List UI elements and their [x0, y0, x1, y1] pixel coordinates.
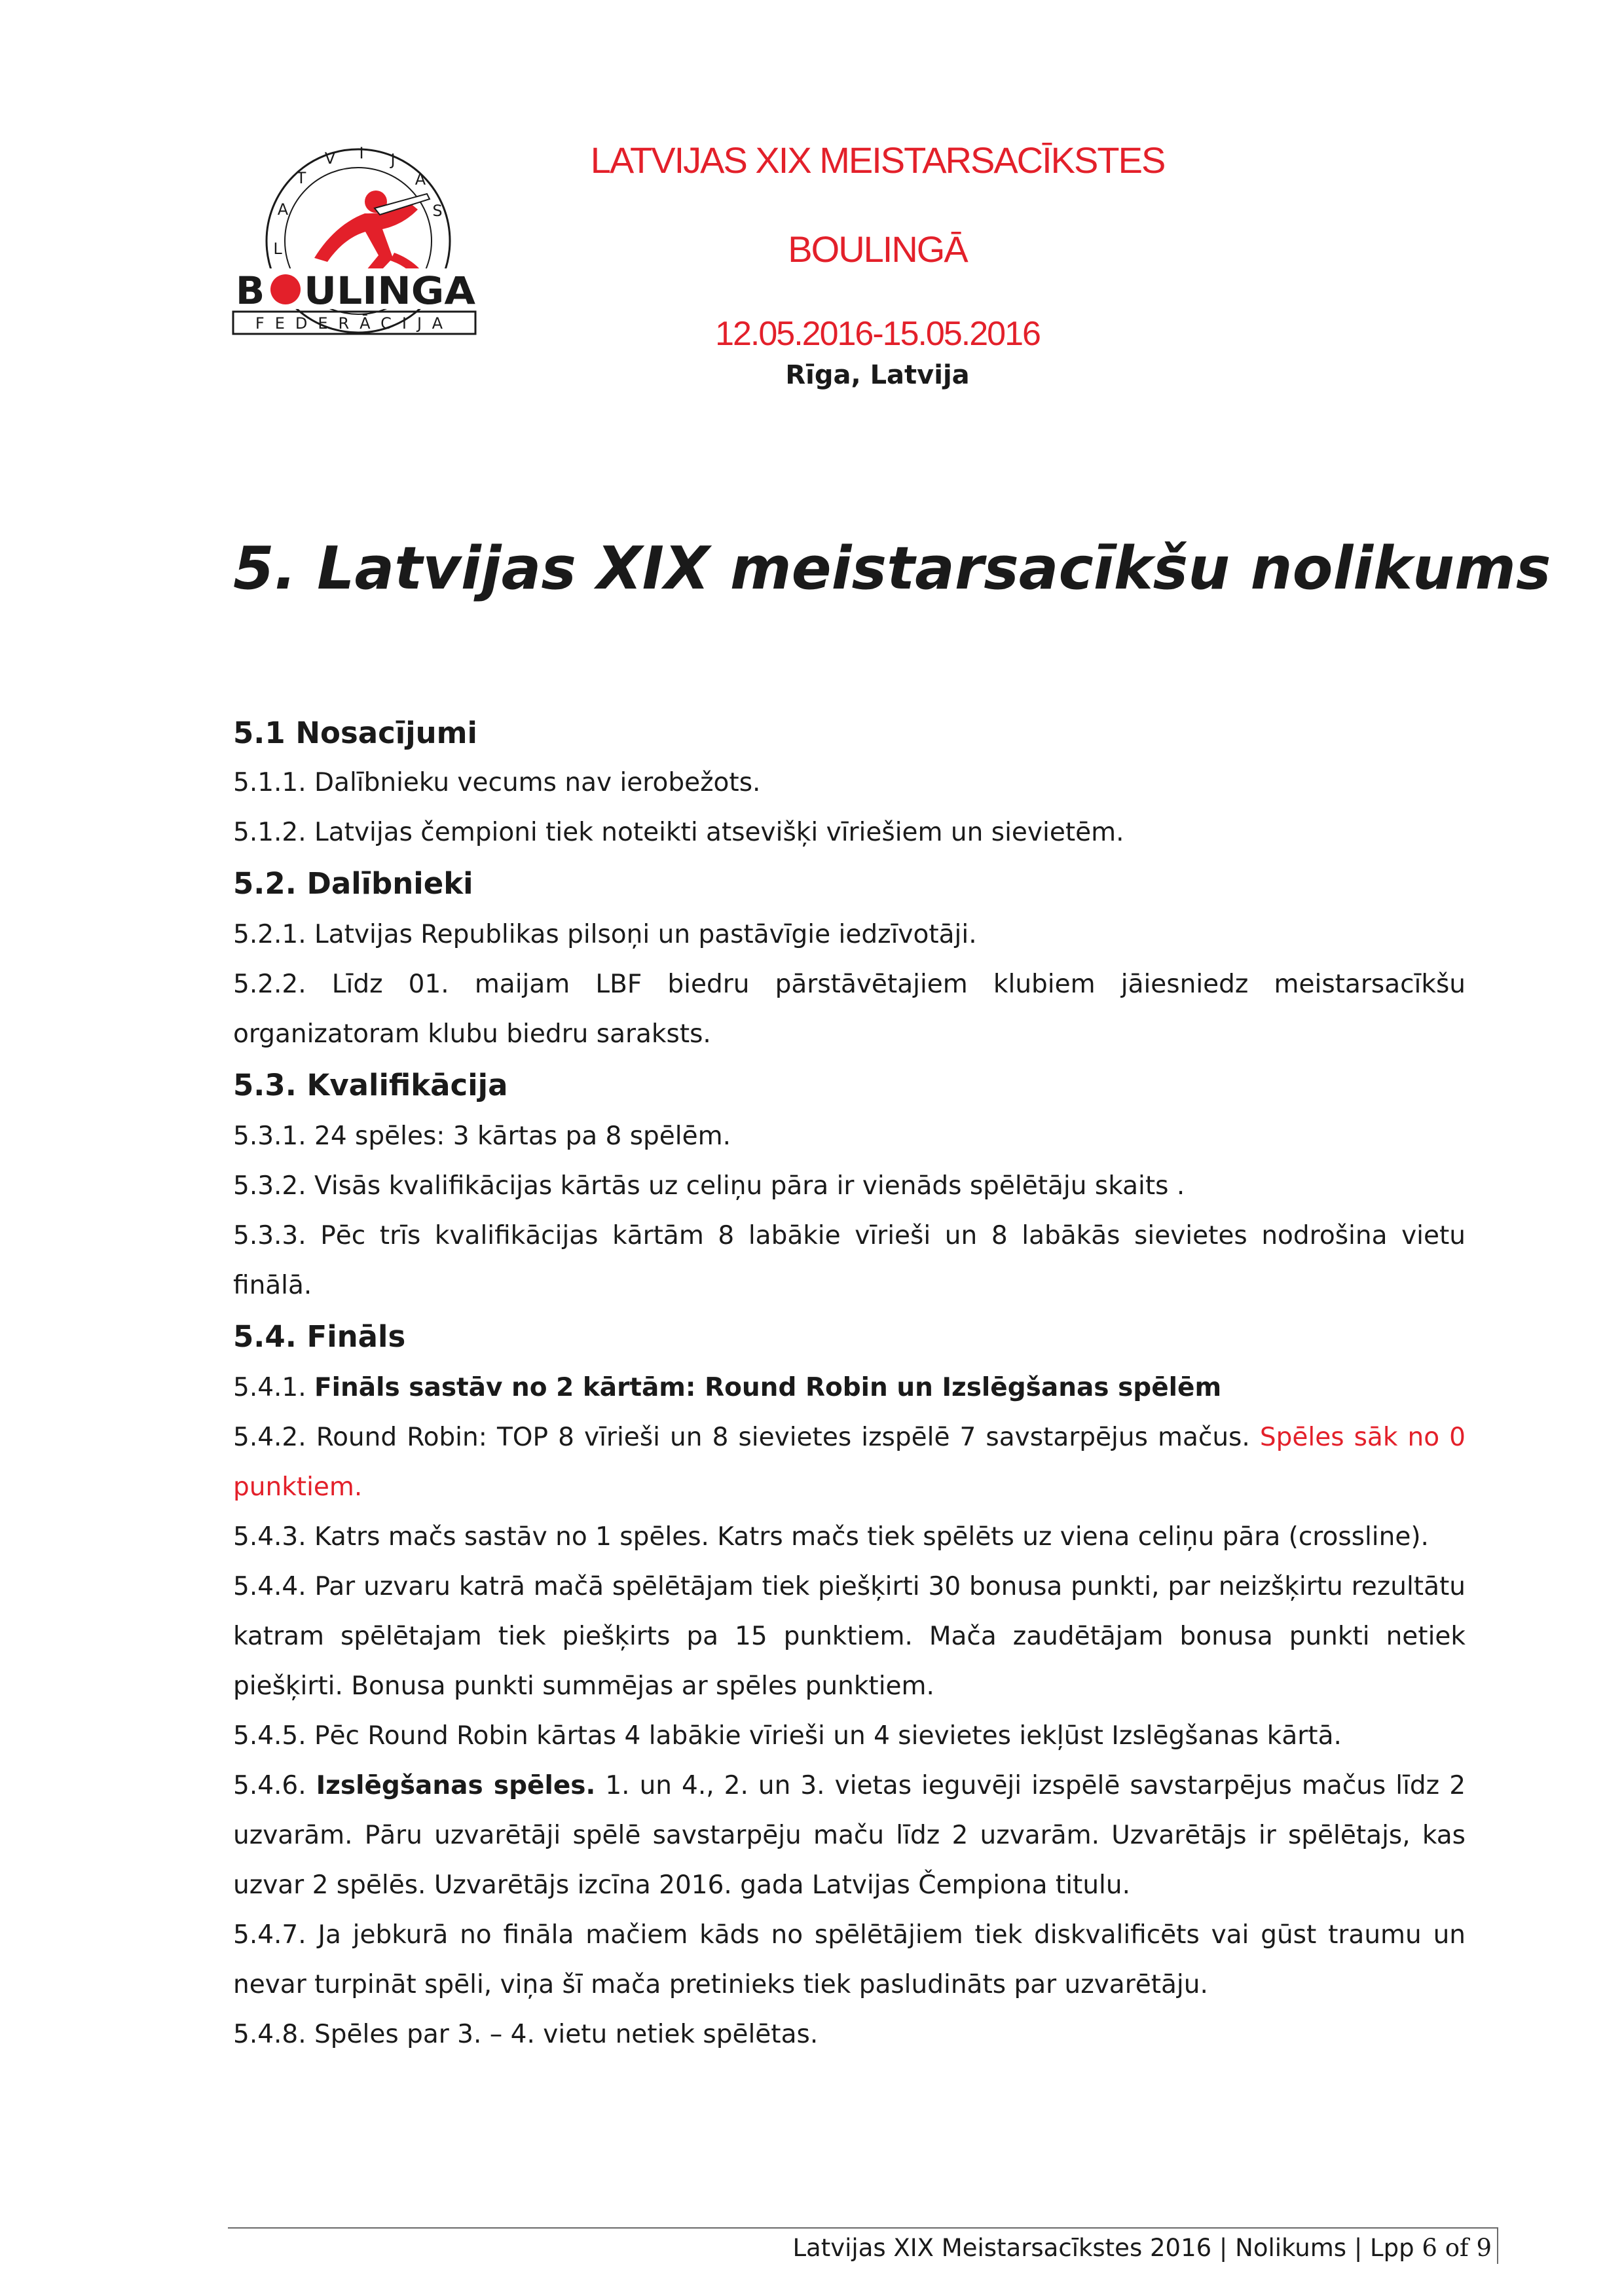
page-footer: [792, 2234, 1492, 2262]
paragraph: 5.3.3. Pēc trīs kvalifikācijas kārtām 8 labākie vīrieši un 8 labākās sievietes nodrošina vietu finālā.: [233, 1221, 1466, 1300]
logo-wordmark-end: ULINGA: [304, 268, 476, 313]
logo-subtitle: FEDERĀCIJA: [255, 314, 454, 333]
paragraph-number: 5.4.6.: [233, 1771, 316, 1800]
document-body: [233, 707, 1466, 2060]
paragraph: 5.4.3. Katrs mačs sastāv no 1 spēles. Katrs mačs tiek spēlēts uz viena celiņu pāra (crossline).: [233, 1522, 1429, 1552]
paragraph: 5.4.8. Spēles par 3. – 4. vietu netiek spēlētas.: [233, 2020, 819, 2049]
paragraph: 5.4.5. Pēc Round Robin kārtas 4 labākie vīrieši un 4 sievietes iekļūst Izslēgšanas kārtā.: [233, 1721, 1342, 1751]
paragraph: 5.2.2. Līdz 01. maijam LBF biedru pārstāvētajiem klubiem jāiesniedz meistarsacīkšu organizatoram klubu biedru saraksts.: [233, 970, 1466, 1049]
championship-place: Rīga, Latvija: [785, 360, 970, 390]
highlighted-note: Spēles sāk no 0 punktiem.: [233, 1423, 1466, 1502]
footer-divider: [228, 2227, 1498, 2229]
paragraph-bold-text: Izslēgšanas spēles.: [316, 1771, 596, 1800]
paragraph: 5.3.2. Visās kvalifikācijas kārtās uz celiņu pāra ir vienāds spēlētāju skaits .: [233, 1171, 1185, 1201]
bowling-ball-icon: [270, 274, 301, 304]
paragraph: 5.1.1. Dalībnieku vecums nav ierobežots.: [233, 768, 761, 797]
document-title: 5. Latvijas XIX meistarsacīkšu nolikums: [233, 534, 1551, 603]
paragraph: 5.4.4. Par uzvaru katrā mačā spēlētājam tiek piešķirti 30 bonusa punkti, par neizšķirtu rezultātu katram spēlētajam tiek piešķirts pa 15 punktiem. Mača zaudētājam bonusa punkti netiek piešķirti. Bonusa punkti summējas ar spēles punktiem.: [233, 1572, 1466, 1701]
championship-title: LATVIJAS XIX MEISTARSACĪKSTES: [590, 139, 1165, 181]
paragraph-bold-text: Fināls sastāv no 2 kārtām: Round Robin un Izslēgšanas spēlēm: [314, 1373, 1222, 1402]
logo-ring-letter: A: [277, 200, 289, 219]
logo-ring-letter: V: [324, 149, 336, 168]
paragraph: [233, 1363, 1466, 1413]
paragraph: 5.3.1. 24 spēles: 3 kārtas pa 8 spēlēm.: [233, 1121, 731, 1151]
logo-ring-letter: J: [390, 151, 396, 169]
section-heading: 5.2. Dalībnieki: [233, 866, 473, 901]
logo-ring-letter: A: [415, 170, 426, 189]
championship-sport: BOULINGĀ: [788, 228, 967, 270]
paragraph-text: 1. un 4., 2. un 3. vietas ieguvēji izspēlē savstarpējus mačus līdz 2 uzvarām. Pāru uzvarētāji spēlē savstarpēju maču līdz 2 uzvarām. Uzvarētājs ir spēlētajs, kas uzvar 2 spēlēs. Uzvarētājs izcīna 2016. gada Latvijas Čempiona titulu.: [233, 1771, 1466, 1900]
footer-text: Latvijas XIX Meistarsacīkstes 2016 | Nolikums | Lpp: [792, 2234, 1422, 2262]
section-heading: 5.1 Nosacījumi: [233, 716, 477, 750]
federation-logo: [231, 143, 479, 359]
page-number: 6 of 9: [1422, 2234, 1492, 2262]
paragraph: 5.2.1. Latvijas Republikas pilsoņi un pastāvīgie iedzīvotāji.: [233, 920, 977, 949]
paragraph: 5.1.2. Latvijas čempioni tiek noteikti atsevišķi vīriešiem un sievietēm.: [233, 818, 1124, 847]
paragraph: [233, 1413, 1466, 1512]
paragraph: [233, 1761, 1466, 1910]
paragraph: 5.4.7. Ja jebkurā no fināla mačiem kāds no spēlētājiem tiek diskvalificēts vai gūst traumu un nevar turpināt spēli, viņa šī mača pretinieks tiek pasludināts par uzvarētāju.: [233, 1920, 1466, 1999]
logo-ring-letter: S: [432, 202, 443, 220]
section-heading: 5.3. Kvalifikācija: [233, 1068, 508, 1102]
paragraph-number: 5.4.1.: [233, 1373, 315, 1402]
paragraph-text: 5.4.2. Round Robin: TOP 8 vīrieši un 8 sievietes izspēlē 7 savstarpējus mačus.: [233, 1423, 1260, 1452]
logo-ring-letter: T: [296, 169, 306, 187]
logo-ring-letter: L: [273, 240, 282, 258]
logo-wordmark-start: B: [236, 268, 265, 313]
logo-ring-letter: I: [359, 144, 364, 162]
championship-dates: 12.05.2016-15.05.2016: [715, 315, 1040, 353]
section-heading: 5.4. Fināls: [233, 1319, 406, 1354]
footer-divider-tick: [1497, 2227, 1498, 2264]
